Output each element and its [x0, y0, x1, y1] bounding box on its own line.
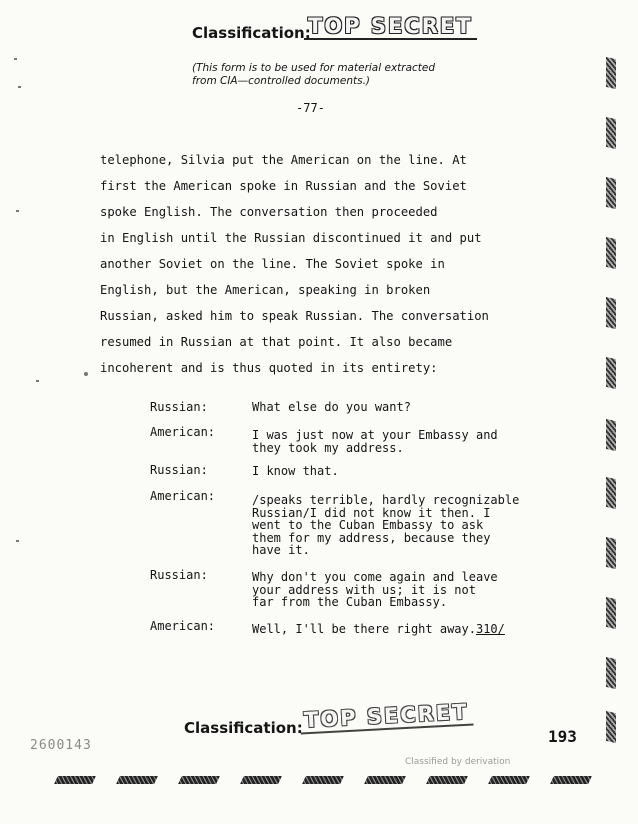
header-note-line1: (This form is to be used for material extracted	[192, 62, 436, 74]
dialogue-text-6-body: Well, I'll be there right away.	[252, 622, 476, 636]
classified-by-note: Classified by derivation	[405, 757, 511, 767]
bottom-mark-icon	[178, 776, 220, 784]
scan-speck-icon	[16, 540, 19, 542]
footer-classification-label: Classification:	[184, 719, 303, 737]
bottom-mark-icon	[550, 776, 592, 784]
dialogue-text-6	[252, 623, 552, 636]
edge-mark-icon	[606, 357, 616, 389]
scan-speck-icon	[36, 380, 39, 382]
body-line-8: resumed in Russian at that point. It also became	[100, 335, 453, 349]
dialogue-speaker-6: American:	[150, 619, 216, 633]
page-number: -77-	[296, 101, 325, 115]
bottom-mark-icon	[116, 776, 158, 784]
scan-speck-icon	[16, 210, 19, 212]
document-number: 2600143	[30, 738, 92, 753]
bottom-mark-icon	[54, 776, 96, 784]
edge-mark-icon	[606, 537, 616, 569]
scan-speck-icon	[14, 58, 17, 60]
bottom-mark-icon	[488, 776, 530, 784]
body-line-2: first the American spoke in Russian and the Soviet	[100, 179, 467, 193]
edge-mark-icon	[606, 597, 616, 629]
dialogue-speaker-3: Russian:	[150, 463, 208, 477]
edge-mark-icon	[606, 297, 616, 329]
bates-page-number: 193	[548, 727, 577, 746]
body-line-3: spoke English. The conversation then proceeded	[100, 205, 438, 219]
scan-speck-icon	[18, 86, 21, 88]
dialogue-speaker-5: Russian:	[150, 568, 208, 582]
bottom-mark-icon	[240, 776, 282, 784]
header-note-line2: from CIA—controlled documents.)	[192, 75, 371, 87]
body-line-4: in English until the Russian discontinued it and put	[100, 231, 482, 245]
footer-top-secret-stamp: TOP SECRET	[299, 700, 473, 735]
edge-mark-icon	[606, 237, 616, 269]
body-line-6: English, but the American, speaking in broken	[100, 283, 431, 297]
edge-mark-icon	[606, 711, 616, 743]
dialogue-speaker-1: Russian:	[150, 400, 208, 414]
body-line-9: incoherent and is thus quoted in its entirety:	[100, 361, 438, 375]
edge-mark-icon	[606, 117, 616, 149]
body-line-7: Russian, asked him to speak Russian. The conversation	[100, 309, 489, 323]
dialogue-text-4: /speaks terrible, hardly recognizable Russian/I did not know it then. I went to the Cuban Embassy to ask them for my address, because they have it.	[252, 493, 520, 557]
scan-speck-icon	[84, 372, 88, 376]
dialogue-text-3: I know that.	[252, 464, 339, 478]
footnote-reference: 310/	[475, 622, 505, 636]
dialogue-text-1: What else do you want?	[252, 400, 411, 414]
edge-mark-icon	[606, 57, 616, 89]
header-classification-label: Classification:	[192, 24, 311, 42]
bottom-mark-icon	[426, 776, 468, 784]
header-top-secret-stamp: TOP SECRET	[304, 14, 477, 40]
edge-mark-icon	[606, 657, 616, 689]
body-line-5: another Soviet on the line. The Soviet spoke in	[100, 257, 445, 271]
dialogue-speaker-2: American:	[150, 425, 216, 439]
edge-mark-icon	[606, 477, 616, 509]
edge-mark-icon	[606, 177, 616, 209]
bottom-mark-icon	[302, 776, 344, 784]
edge-mark-icon	[606, 419, 616, 451]
dialogue-text-2: I was just now at your Embassy and they took my address.	[252, 428, 498, 455]
dialogue-speaker-4: American:	[150, 489, 216, 503]
body-line-1: telephone, Silvia put the American on the line. At	[100, 153, 467, 167]
dialogue-text-5: Why don't you come again and leave your address with us; it is not far from the Cuban Embassy.	[252, 570, 498, 609]
bottom-mark-icon	[364, 776, 406, 784]
